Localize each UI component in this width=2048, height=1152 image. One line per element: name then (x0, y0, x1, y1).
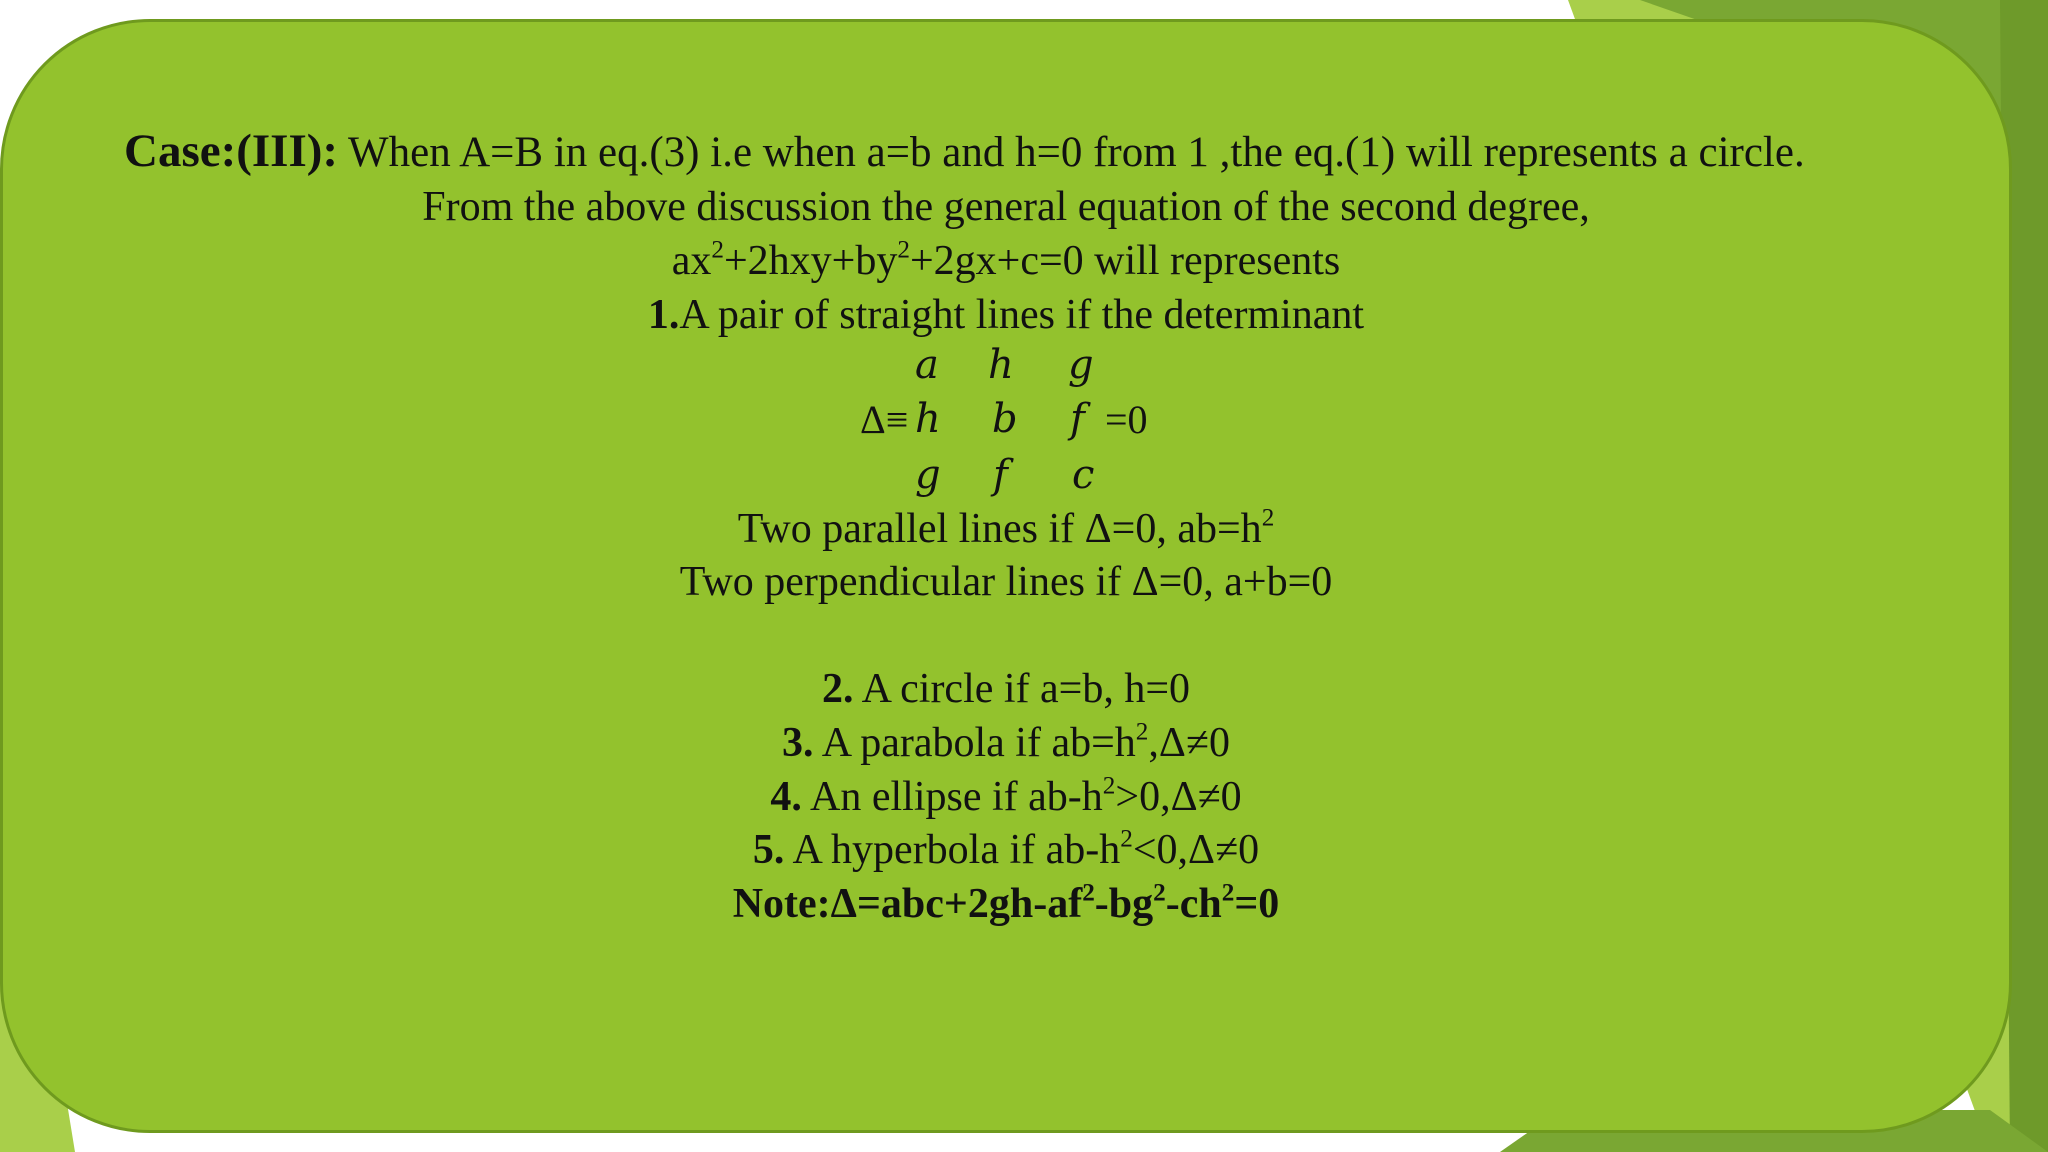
note-sup: 2 (1221, 879, 1235, 907)
note-sup: 2 (1082, 879, 1095, 907)
det-prefix: Δ≡ (860, 397, 909, 442)
item-text: A hyperbola if ab-h (784, 827, 1121, 873)
case-line (124, 125, 1805, 177)
item-sup: 2 (1135, 718, 1149, 746)
note-line (0, 879, 2012, 927)
equation-part: +2gx+c=0 will represents (909, 238, 1341, 284)
item-2 (0, 668, 2012, 710)
det-r3c3: c (1072, 452, 1095, 498)
note-part: -bg (1094, 881, 1154, 927)
det-r3c2: f (993, 452, 1008, 498)
parallel-lines (0, 504, 2012, 552)
det-r1c2: h (988, 342, 1014, 388)
note-part: -ch (1165, 881, 1222, 927)
perpendicular-lines: Two perpendicular lines if Δ=0, a+b=0 (679, 559, 1333, 605)
item-text: An ellipse if ab-h (801, 774, 1103, 820)
item-text: A circle if a=b, h=0 (853, 666, 1191, 712)
parallel-sup: 2 (1261, 504, 1275, 532)
item-number: 1. (647, 292, 680, 338)
item-1 (0, 294, 2012, 336)
equation-part: ax (671, 238, 712, 284)
item-3 (0, 718, 2012, 766)
item-4 (0, 772, 2012, 820)
case-text: When A=B in eq.(3) i.e when a=b and h=0 from 1 ,the eq.(1) will represents a circle. (338, 129, 1805, 176)
item-5 (0, 825, 2012, 873)
item-tail: ,Δ≠0 (1148, 720, 1230, 766)
item-tail: >0,Δ≠0 (1115, 774, 1242, 820)
item-sup: 2 (1102, 772, 1116, 800)
note-part: Note:Δ=abc+2gh-af (732, 881, 1083, 927)
item-number: 4. (770, 774, 802, 820)
item-sup: 2 (1120, 825, 1133, 853)
note-part: =0 (1234, 881, 1280, 927)
det-r2c1: h (915, 396, 941, 442)
item-number: 3. (782, 720, 814, 766)
det-r1c1: a (915, 342, 939, 388)
equation-part: +2hxy+by (723, 238, 898, 284)
item-tail: <0,Δ≠0 (1132, 827, 1260, 873)
item-text: A parabola if ab=h (813, 720, 1136, 766)
item-number: 5. (752, 827, 785, 873)
equation-sup: 2 (897, 236, 910, 264)
det-r2c3: f (1070, 396, 1085, 442)
general-equation (0, 236, 2012, 284)
discussion-line: From the above discussion the general equation of the second degree, (422, 184, 1590, 230)
case-label: Case:(III): (124, 125, 339, 177)
det-suffix: =0 (1105, 397, 1148, 442)
note-sup: 2 (1153, 879, 1166, 907)
det-r2c2: b (992, 396, 1018, 442)
det-r3c1: g (915, 452, 941, 498)
item-text: A pair of straight lines if the determinant (679, 292, 1365, 338)
parallel-text: Two parallel lines if Δ=0, ab=h (737, 506, 1262, 552)
equation-sup: 2 (711, 236, 724, 264)
det-r1c3: g (1068, 342, 1094, 388)
item-number: 2. (821, 666, 854, 712)
